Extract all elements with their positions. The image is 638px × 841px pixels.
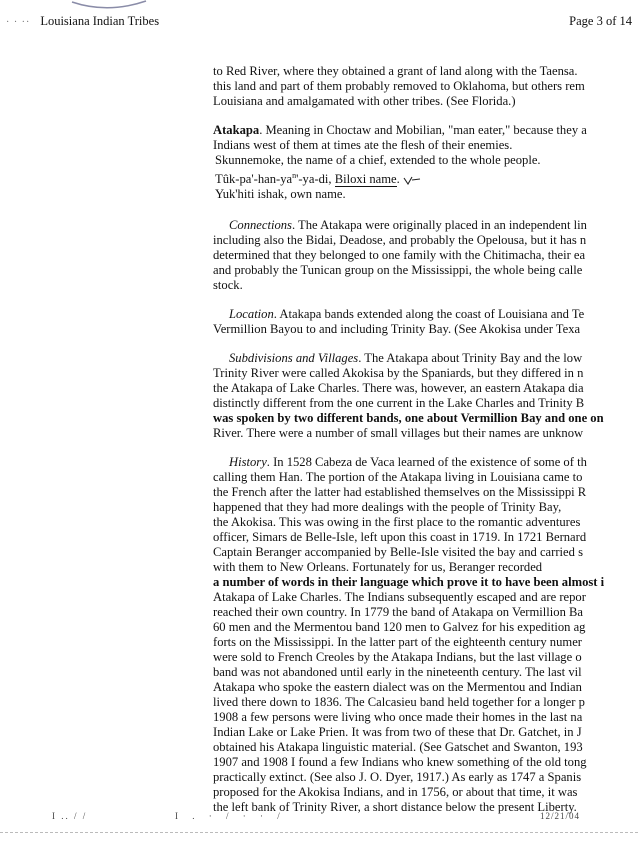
text-line: officer, Simars de Belle-Isle, left upon this coast in 1719. In 1721 Bernard [213, 530, 587, 545]
text-line: Atakapa who spoke the eastern dialect was on the Mermentou and Indian [213, 680, 582, 695]
history-paragraph [213, 455, 638, 815]
history-label: History [229, 455, 267, 470]
page-header-title [6, 14, 159, 29]
text-line: 60 men and the Mermentou band 120 men to Galvez for his expedition ag [213, 620, 586, 635]
intro-paragraph [213, 64, 638, 109]
period: . [396, 172, 400, 187]
text-line: the Atakapa of Lake Charles. There was, however, an eastern Atakapa dia [213, 381, 584, 396]
text-line: Vermillion Bayou to and including Trinity Bay. (See Akokisa under Texa [213, 322, 581, 337]
text-line [213, 168, 638, 187]
text-line: this land and part of them probably removed to Oklahoma, but others rem [213, 79, 585, 93]
superscript-n: n [292, 171, 297, 180]
scan-arc-mark [70, 0, 150, 12]
document-body [213, 64, 638, 829]
text-line: proposed for the Akokisa Indians, and in 1756, or about that time, it was [213, 785, 578, 800]
footer-divider [0, 832, 638, 834]
biloxi-term: Tûk-pa'-han-ya [215, 172, 293, 187]
text-line: forts on the Mississippi. In the latter part of the eighteenth century numer [213, 635, 582, 650]
header-scan-marks: · · ·· [6, 17, 31, 28]
text-line: Yuk'hiti ishak, own name. [215, 187, 346, 202]
text-line: the Akokisa. This was owing in the first place to the romantic adventures [213, 515, 581, 530]
text-line: was spoken by two different bands, one about Vermillion Bay and one on [213, 411, 604, 426]
subdivisions-label: Subdivisions and Villages [229, 351, 359, 366]
text-line: including also the Bidai, Deadose, and probably the Opelousa, but it has n [213, 233, 587, 248]
text-line: lived there down to 1836. The Calcasieu band held together for a longer p [213, 695, 585, 710]
line-text: . The Atakapa were originally placed in an independent lin [291, 218, 587, 233]
text-line: Trinity River were called Akokisa by the Spaniards, but they differed in n [213, 366, 584, 381]
subdivisions-paragraph [213, 351, 638, 441]
handwritten-check-icon [403, 175, 421, 185]
text-line: 1907 and 1908 I found a few Indians who knew something of the old tong [213, 755, 587, 770]
text-line: calling them Han. The portion of the Atakapa living in Louisiana came to [213, 470, 583, 485]
text-line: Atakapa of Lake Charles. The Indians subsequently escaped and are repor [213, 590, 586, 605]
text-line: Indians west of them at times ate the flesh of their enemies. [213, 138, 513, 152]
text-line [213, 455, 638, 470]
footer-date: 12/21/04 [540, 811, 581, 821]
connections-paragraph [213, 218, 638, 293]
footer-left-text: I .. / / [52, 811, 88, 821]
line-text: . The Atakapa about Trinity Bay and the low [358, 351, 583, 366]
atakapa-paragraph [213, 123, 638, 202]
atakapa-term: Atakapa [213, 123, 260, 137]
line-text: . In 1528 Cabeza de Vaca learned of the existence of some of th [266, 455, 587, 470]
text-line: River. There were a number of small villages but their names are unknow [213, 426, 584, 441]
page-number: Page 3 of 14 [569, 14, 632, 28]
line-text: . Atakapa bands extended along the coast of Louisiana and Te [273, 307, 585, 322]
biloxi-term-rest: '-ya-di, [296, 172, 335, 187]
text-line [213, 307, 638, 322]
location-paragraph [213, 307, 638, 337]
text-line: obtained his Atakapa linguistic material. (See Gatschet and Swanton, 193 [213, 740, 583, 755]
text-line: and probably the Tunican group on the Mississippi, the whole being calle [213, 263, 583, 278]
text-line: with them to New Orleans. Fortunately for us, Beranger recorded [213, 560, 543, 575]
text-line: 1908 a few persons were living who once made their homes in the last na [213, 710, 583, 725]
text-line: Captain Beranger accompanied by Belle-Isle visited the bay and carried s [213, 545, 583, 560]
text-line: the French after the latter had established themselves on the Mississippi R [213, 485, 587, 500]
text-line: reached their own country. In 1779 the band of Atakapa on Vermillion Ba [213, 605, 584, 620]
atakapa-meaning: . Meaning in Choctaw and Mobilian, "man eater," because they a [259, 123, 587, 137]
text-line: distinctly different from the one current in the Lake Charles and Trinity B [213, 396, 585, 411]
text-line: determined that they belonged to one family with the Chitimacha, their ea [213, 248, 586, 263]
footer-mid-text: I . · / · · / [175, 811, 286, 821]
text-line: happened that they had more dealings with the people of Trinity Bay, [213, 500, 562, 515]
text-line: Louisiana and amalgamated with other tribes. (See Florida.) [213, 94, 516, 108]
header-title-text: Louisiana Indian Tribes [40, 14, 160, 28]
text-line: band was not abandoned until early in the nineteenth century. The last vil [213, 665, 582, 680]
text-line: stock. [213, 278, 243, 293]
text-line: were sold to French Creoles by the Atakapa Indians, but the last village o [213, 650, 582, 665]
text-line: Indian Lake or Lake Prien. It was from two of these that Dr. Gatchet, in J [213, 725, 582, 740]
text-line: a number of words in their language which prove it to have been almost i [213, 575, 605, 590]
connections-label: Connections [229, 218, 292, 233]
text-line [213, 218, 638, 233]
text-line: the left bank of Trinity River, a short distance below the present Liberty. [213, 800, 577, 815]
text-line: Skunnemoke, the name of a chief, extended to the whole people. [215, 153, 541, 167]
text-line [213, 351, 638, 366]
biloxi-name-underlined: Biloxi name [334, 172, 397, 187]
location-label: Location [229, 307, 274, 322]
text-line [213, 123, 638, 138]
text-line: to Red River, where they obtained a grant of land along with the Taensa. [213, 64, 578, 78]
text-line: practically extinct. (See also J. O. Dyer, 1917.) As early as 1747 a Spanis [213, 770, 582, 785]
